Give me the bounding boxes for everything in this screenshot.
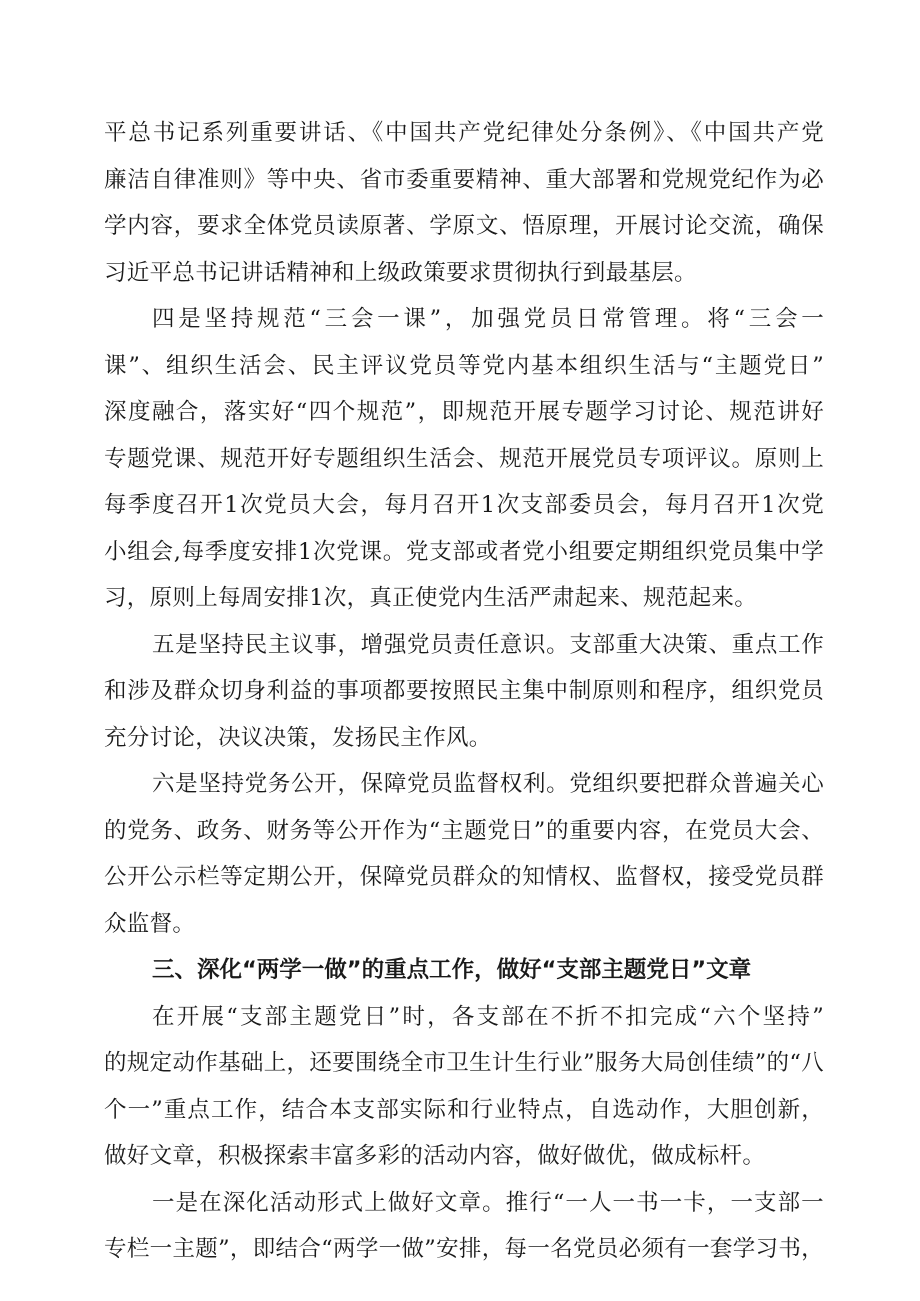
text-line: 每季度召开1次党员大会，每月召开1次支部委员会，每月召开1次党 — [104, 492, 824, 518]
document-body — [104, 110, 824, 1273]
text-line: 充分讨论，决议决策，发扬民主作风。 — [104, 724, 492, 751]
text-line: 五是坚持民主议事，增强党员责任意识。支部重大决策、重点工作 — [152, 631, 824, 658]
text-line: 的党务、政务、财务等公开作为“主题党日”的重要内容，在党员大会、 — [104, 817, 824, 844]
text-line: 小组会,每季度安排1次党课。党支部或者党小组要定期组织党员集中学 — [104, 538, 824, 565]
text-line: 廉洁自律准则》等中央、省市委重要精神、重大部署和党规党纪作为必 — [104, 166, 824, 193]
paragraph-five-democratic-deliberation — [104, 622, 824, 762]
text-line: 在开展“支部主题党日”时，各支部在不折不扣完成“六个坚持” — [152, 1003, 824, 1030]
text-line: 习近平总书记讲话精神和上级政策要求贯彻执行到最基层。 — [104, 259, 697, 286]
text-line: 做好文章，积极探索丰富多彩的活动内容，做好做优，做成标杆。 — [104, 1143, 766, 1169]
text-line: 课”、组织生活会、民主评议党员等党内基本组织生活与“主题党日” — [104, 352, 824, 379]
text-line: 习，原则上每周安排1次，真正使党内生活严肃起来、规范起来。 — [104, 585, 758, 611]
text-line: 四是坚持规范“三会一课”，加强党员日常管理。将“三会一 — [152, 306, 824, 332]
text-line: 平总书记系列重要讲话、《中国共产党纪律处分条例》、《中国共产党 — [104, 120, 824, 146]
paragraph-one-activity-forms — [104, 1180, 824, 1273]
text-line: 的规定动作基础上，还要围绕全市卫生计生行业”服务大局创佳绩”的“八 — [104, 1050, 824, 1076]
paragraph-branch-theme-day — [104, 994, 824, 1180]
section-heading: 三、深化“两学一做”的重点工作，做好“支部主题党日”文章 — [152, 957, 752, 983]
paragraph-four-standardize-meetings — [104, 296, 824, 622]
text-line: 个一”重点工作，结合本支部实际和行业特点，自选动作，大胆创新， — [104, 1096, 824, 1123]
text-line: 学内容，要求全体党员读原著、学原文、悟原理，开展讨论交流，确保 — [104, 213, 824, 239]
text-line: 一是在深化活动形式上做好文章。推行“一人一书一卡，一支部一 — [152, 1189, 824, 1216]
text-line: 公开公示栏等定期公开，保障党员群众的知情权、监督权，接受党员群 — [104, 864, 824, 890]
paragraph-six-party-affairs-openness — [104, 761, 824, 947]
text-line: 六是坚持党务公开，保障党员监督权利。党组织要把群众普遍关心 — [152, 771, 824, 797]
text-line: 专题党课、规范开好专题组织生活会、规范开展党员专项评议。原则上 — [104, 445, 824, 472]
text-line: 和涉及群众切身利益的事项都要按照民主集中制原则和程序，组织党员 — [104, 678, 824, 704]
paragraph-continuation — [104, 110, 824, 296]
text-line: 专栏一主题”，即结合“两学一做”安排，每一名党员必须有一套学习书， — [104, 1236, 824, 1262]
text-line: 众监督。 — [104, 910, 196, 937]
text-line: 深度融合，落实好“四个规范”，即规范开展专题学习讨论、规范讲好 — [104, 399, 824, 425]
